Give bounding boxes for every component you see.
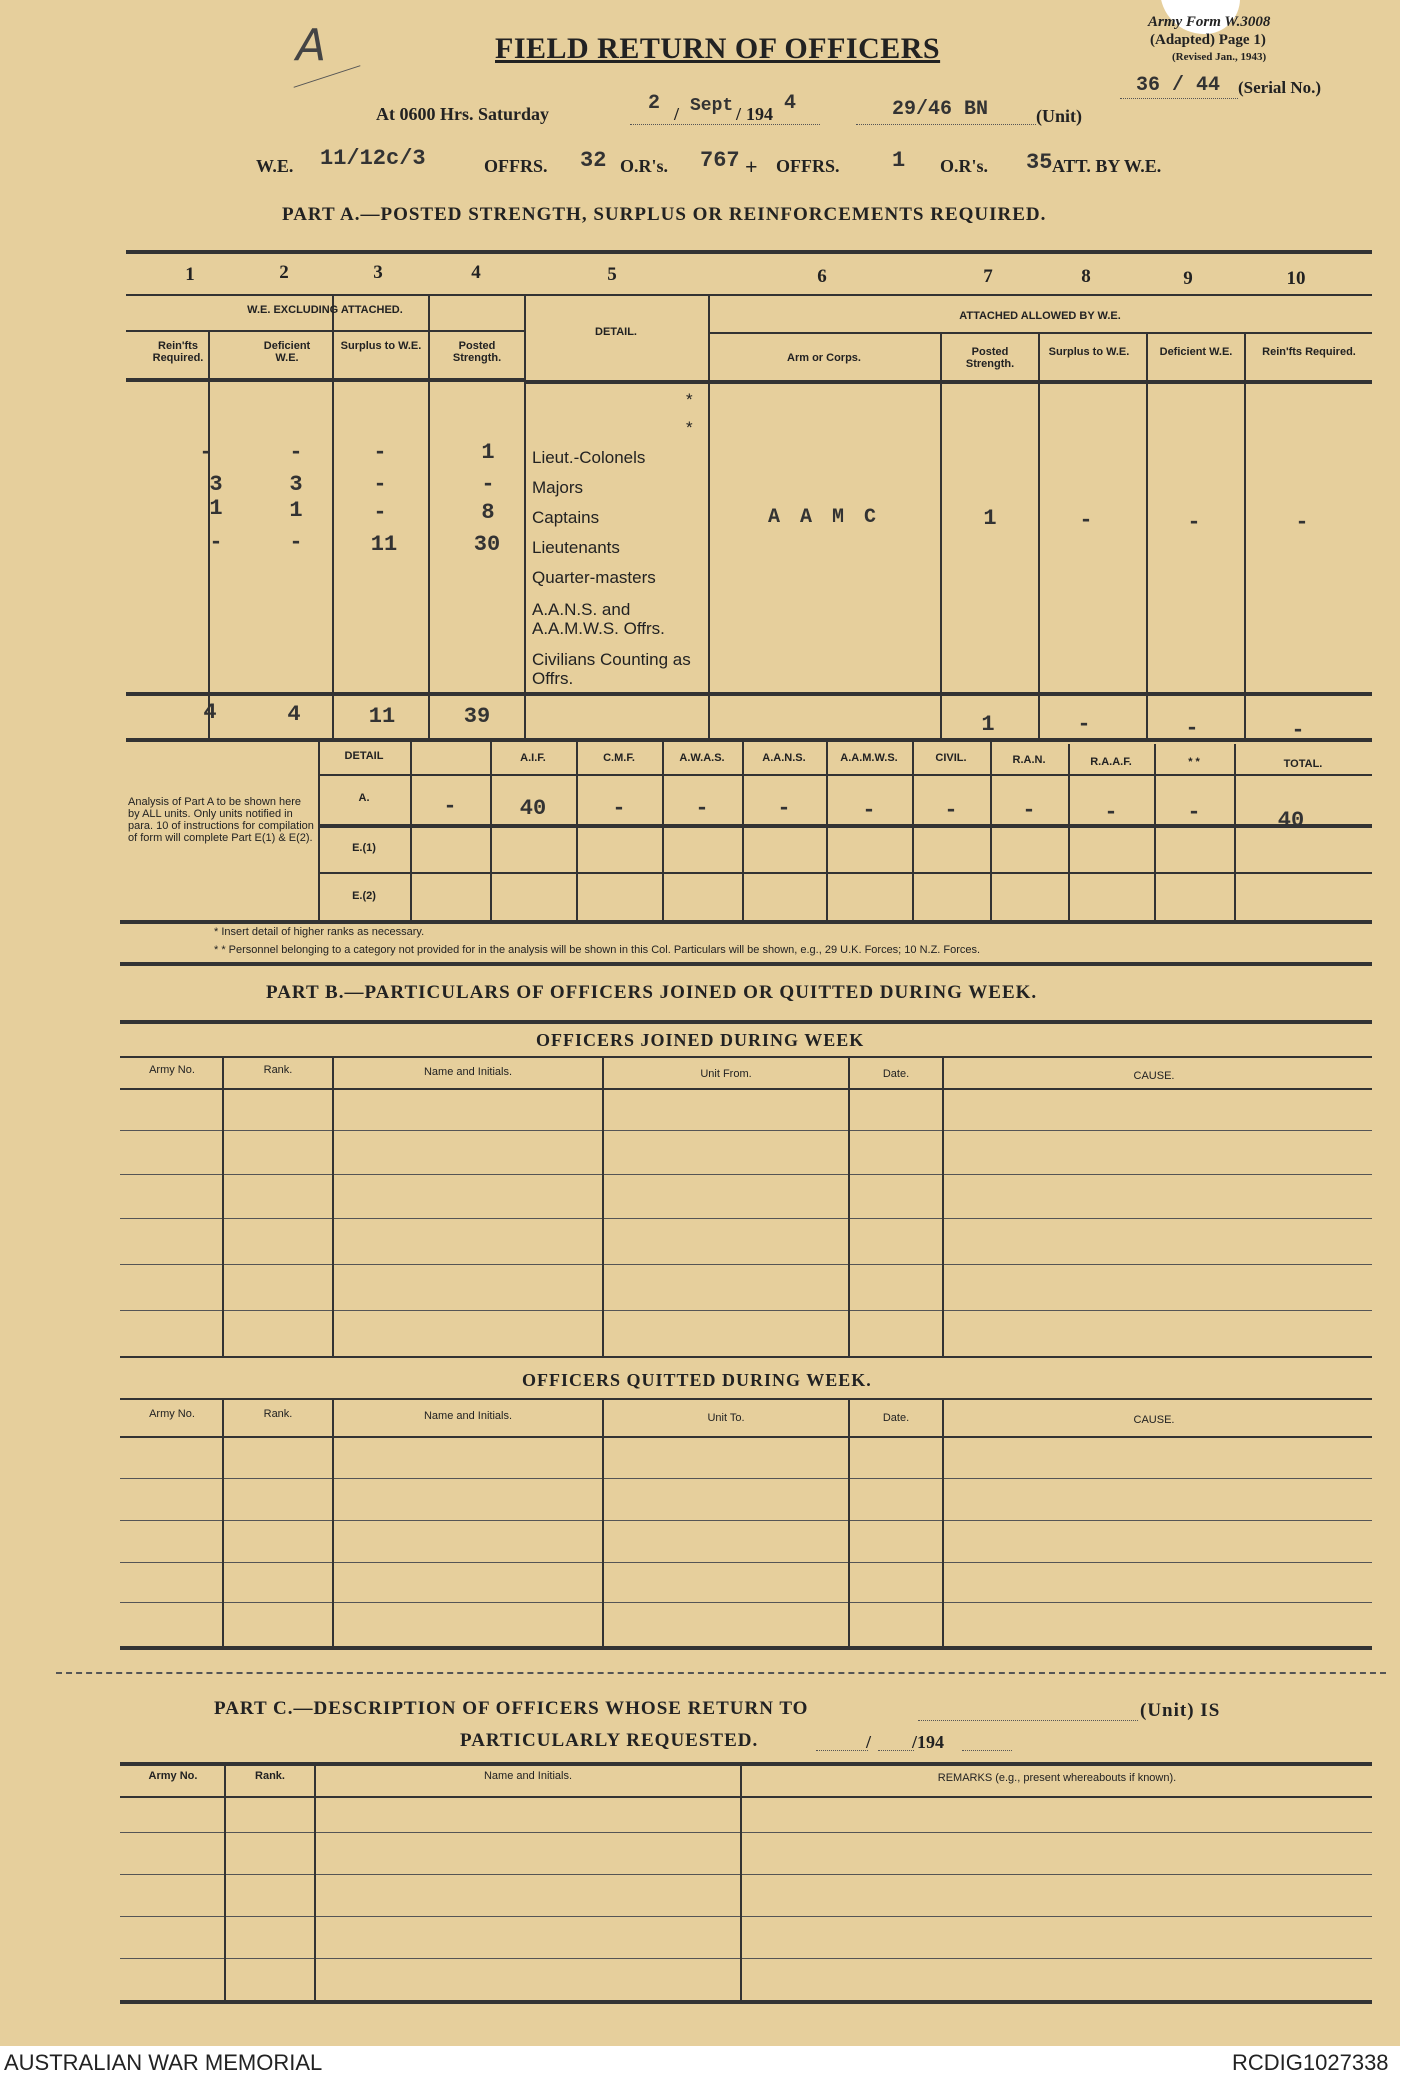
col-number-10: 10: [1286, 268, 1306, 289]
total-att-posted: 1: [981, 712, 995, 737]
analysis-hdr-awas: A.W.A.S.: [679, 752, 725, 764]
quitted-hdr-unit-to: Unit To.: [707, 1412, 745, 1424]
hdr-arm-or-corps: Arm or Corps.: [787, 352, 861, 364]
col-number-1: 1: [185, 264, 195, 285]
analysis-hdr-civil: CIVIL.: [935, 752, 967, 764]
part-c-unit-label: (Unit) IS: [1140, 1700, 1221, 1721]
joined-hdr-name: Name and Initials.: [423, 1066, 513, 1078]
perforation-line: [56, 1672, 1386, 1674]
cell-r2-surplus: -: [373, 472, 387, 497]
cell-r3-surplus: -: [373, 500, 387, 525]
part-c-unit-dotted-line: [918, 1720, 1138, 1721]
offrs-att-value: 1: [892, 148, 906, 173]
analysis-a-ran: -: [1022, 798, 1036, 823]
ors-value: 767: [700, 148, 740, 173]
at-hours-label: At 0600 Hrs. Saturday: [376, 104, 550, 124]
col-number-3: 3: [373, 262, 383, 283]
joined-hdr-date: Date.: [882, 1068, 910, 1080]
rank-majors: Majors: [532, 478, 584, 497]
analysis-a-aamws: -: [862, 798, 876, 823]
total-deficient: 4: [287, 702, 301, 727]
attached-posted: 1: [983, 506, 997, 531]
ors-label: O.R's.: [620, 156, 669, 176]
cell-r4-surplus: 11: [370, 532, 398, 557]
attached-surplus: -: [1079, 508, 1093, 533]
we-value: 11/12c/3: [320, 146, 426, 171]
ors-att-label: O.R's.: [940, 156, 989, 176]
cell-r4-posted: 30: [473, 532, 501, 557]
hdr-posted-strength: Posted Strength.: [452, 340, 502, 364]
part-c-date-year: /194: [912, 1732, 945, 1752]
cell-r3-deficient: 1: [289, 498, 303, 523]
total-att-deficient: -: [1185, 716, 1199, 741]
form-sheet: A FIELD RETURN OF OFFICERS Army Form W.3008 (Adapted) Page 1) (Revised Jan., 1943) 36 / 44 (Serial No.) At 0600 Hrs. Saturday 2 / Sept / 194 4 29/46 BN (Unit) W.E. 11/12c/3 OFFRS. 32 O.R's. 767 + OFFRS. 1 O.R's. 35 ATT. BY W.E. PART A.—POSTED STRENGTH, SURPLUS OR REINFORCEMENTS REQUIRED. 1 2 3 4 5 6 7 8 9 10 W.E. EXCLUDING ATTACHED. DETAIL. ATTACHED ALLOWED BY W.E. Rein'fts Required. Deficient W.E. Surplus to W.E. Posted Strength. Arm or Corps. Posted Strength. Surplus to W.E. Deficient W.E. Rein'fts Required. * * Lieut.-Colonels Majors Captains Lieutenants Quarter-masters A.A.N.S. and A.A.M.W.S. Offrs. Civilians Counting as Offrs. - - - 1 3 3 - - 1 1 - 8 - - 11 30 A A M C 1 - - - 4 4 11 39 1 - - - Analysis of Part A to be shown here by ALL units. Only units notified in para. 10 of instructions for compilation of form will complete Part E(1) & E(2). DETAIL A.I.F. C.M.F. A.W.A.S. A.A.N.S. A.A.M.W.S. CIVIL. R.A.N. R.A.A.F. * * TOTAL. A. E.(1) E.(2) - 40 - - - - - - - - 40 * Insert detail of higher ranks as necessary. * * Personnel belonging to a category not provided for in the analysis will be shown in this Col. Particulars will be shown, e.g., 29 U.K. Forces; 10 N.Z. Forces. PART B.—PARTICULARS OF OFFICERS JOINED OR QUITTED DURING WEEK. OFFICERS JOINED DURING WEEK Army No. Rank. Name and Initials. Unit From. Date. CAUSE. OFFICERS QUITTED DURING WEEK. Army No. Rank. Name and Initials. Unit To. Date. CAUSE. PART C.—DESCRIPTION OF OFFICERS WHOSE RETURN TO (Unit) IS PARTICULARLY REQUESTED. / /194 Army No. Rank. Name and Initials. REMARKS (e.g., present whereabouts if known).: [0, 0, 1400, 2046]
joined-hdr-army-no: Army No.: [149, 1064, 195, 1076]
analysis-a-civil: -: [944, 798, 958, 823]
cell-r2-posted: -: [481, 472, 495, 497]
attached-reinfts: -: [1295, 510, 1309, 535]
analysis-a-cmf: -: [612, 796, 626, 821]
unit-value: 29/46 BN: [892, 98, 989, 121]
offrs-att-label: OFFRS.: [776, 156, 840, 176]
ors-plus: +: [745, 154, 758, 179]
hdr-surplus-we: Surplus to W.E.: [340, 340, 422, 352]
part-c-title-line2: PARTICULARLY REQUESTED.: [460, 1730, 759, 1751]
hdr-att-reinfts-required: Rein'fts Required.: [1262, 346, 1356, 358]
col-number-7: 7: [983, 266, 993, 287]
analysis-row-e2-label: E.(2): [352, 890, 376, 902]
footnote-other-category: * * Personnel belonging to a category not provided for in the analysis will be shown in this Col. Particulars will be shown, e.g., 29 U.K. Forces; 10 N.Z. Forces.: [214, 944, 981, 956]
serial-value: 36 / 44: [1136, 74, 1221, 97]
footer-record-id: RCDIG1027338: [1232, 2050, 1389, 2075]
part-a-top-rule: [126, 250, 1372, 254]
offrs-value: 32: [580, 148, 607, 173]
hdr-deficient-we: Deficient W.E.: [263, 340, 311, 364]
analysis-hdr-aif: A.I.F.: [520, 752, 546, 764]
col-number-8: 8: [1081, 266, 1091, 287]
army-form-revised: (Revised Jan., 1943): [1172, 51, 1267, 63]
analysis-row-a-label: A.: [358, 792, 370, 804]
analysis-hdr-total: TOTAL.: [1283, 758, 1323, 770]
analysis-detail-header: DETAIL: [344, 750, 384, 762]
cell-r3-reinfts: 1: [209, 496, 223, 521]
analysis-a-total: 40: [1277, 808, 1305, 833]
quitted-hdr-date: Date.: [882, 1412, 910, 1424]
ors-att-value: 35: [1026, 150, 1053, 175]
cell-r1-deficient: -: [289, 440, 303, 465]
serial-label: (Serial No.): [1238, 78, 1322, 97]
col-number-6: 6: [817, 266, 827, 287]
col-number-9: 9: [1183, 268, 1193, 289]
cell-r1-posted: 1: [481, 440, 495, 465]
quitted-hdr-cause: CAUSE.: [1133, 1414, 1175, 1426]
attached-allowed-header: ATTACHED ALLOWED BY W.E.: [959, 310, 1121, 322]
total-att-surplus: -: [1077, 712, 1091, 737]
analysis-hdr-cmf: C.M.F.: [603, 752, 635, 764]
analysis-hdr-aamws: A.A.M.W.S.: [840, 752, 898, 764]
rank-lieutenants: Lieutenants: [532, 538, 620, 557]
joined-hdr-cause: CAUSE.: [1133, 1070, 1175, 1082]
analysis-hdr-ran: R.A.N.: [1012, 754, 1046, 766]
analysis-a-blank: -: [443, 794, 457, 819]
hdr-reinfts-required: Rein'fts Required.: [152, 340, 204, 364]
detail-header: DETAIL.: [595, 326, 637, 338]
part-c-hdr-name: Name and Initials.: [483, 1770, 573, 1782]
rank-lieut-colonels: Lieut.-Colonels: [532, 448, 646, 467]
cell-r4-deficient: -: [289, 530, 303, 555]
analysis-hdr-other: * *: [1188, 756, 1200, 768]
army-form-number: Army Form W.3008: [1148, 14, 1271, 30]
rank-star-2: *: [686, 418, 693, 437]
analysis-a-aans: -: [777, 796, 791, 821]
analysis-a-other: -: [1187, 800, 1201, 825]
total-reinfts: 4: [203, 700, 217, 725]
col-number-4: 4: [471, 262, 481, 283]
cell-r2-reinfts: 3: [209, 472, 223, 497]
analysis-a-raaf: -: [1104, 800, 1118, 825]
we-excluding-header: W.E. EXCLUDING ATTACHED.: [247, 304, 403, 316]
cell-r4-reinfts: -: [209, 530, 223, 555]
joined-hdr-unit-from: Unit From.: [700, 1068, 752, 1080]
unit-dotted-line: [856, 124, 1036, 125]
handwritten-mark: A: [296, 20, 327, 71]
rank-civilians: Civilians Counting as Offrs.: [532, 650, 691, 688]
total-att-reinfts: -: [1291, 718, 1305, 743]
we-label: W.E.: [256, 156, 294, 176]
form-title: FIELD RETURN OF OFFICERS: [495, 32, 941, 65]
army-form-adapted: (Adapted) Page 1): [1150, 32, 1266, 48]
rank-star-1: *: [686, 390, 693, 409]
date-year-digit: 4: [784, 92, 797, 115]
analysis-note: Analysis of Part A to be shown here by ALL units. Only units notified in para. 10 of instructions for compilation of form will complete Part E(1) & E(2).: [128, 796, 314, 844]
part-c-hdr-army-no: Army No.: [148, 1770, 198, 1782]
col-number-2: 2: [279, 262, 289, 283]
date-year-prefix: 194: [746, 104, 773, 124]
date-month: Sept: [690, 96, 734, 116]
attached-arm-corps: A A M C: [767, 506, 880, 529]
footer-source: AUSTRALIAN WAR MEMORIAL: [4, 2050, 323, 2075]
unit-label: (Unit): [1036, 106, 1082, 126]
analysis-a-aif: 40: [519, 796, 547, 821]
analysis-hdr-raaf: R.A.A.F.: [1090, 756, 1132, 768]
col-number-5: 5: [607, 264, 617, 285]
rank-aans-aamws: A.A.N.S. and A.A.M.W.S. Offrs.: [532, 600, 665, 638]
part-c-hdr-remarks: REMARKS (e.g., present whereabouts if known).: [937, 1772, 1177, 1784]
hdr-att-deficient-we: Deficient W.E.: [1159, 346, 1233, 358]
part-c-hdr-rank: Rank.: [255, 1770, 285, 1782]
quitted-title: OFFICERS QUITTED DURING WEEK.: [522, 1370, 872, 1390]
cell-r3-posted: 8: [481, 500, 495, 525]
part-b-title: PART B.—PARTICULARS OF OFFICERS JOINED OR QUITTED DURING WEEK.: [266, 982, 1038, 1003]
hdr-att-posted-strength: Posted Strength.: [965, 346, 1015, 370]
quitted-hdr-army-no: Army No.: [149, 1408, 195, 1420]
part-c-title: PART C.—DESCRIPTION OF OFFICERS WHOSE RETURN TO: [214, 1698, 809, 1719]
cell-r1-reinfts: -: [199, 440, 213, 465]
hdr-att-surplus-we: Surplus to W.E.: [1048, 346, 1130, 358]
analysis-a-awas: -: [695, 796, 709, 821]
joined-hdr-rank: Rank.: [263, 1064, 293, 1076]
offrs-label: OFFRS.: [484, 156, 548, 176]
analysis-hdr-aans: A.A.N.S.: [762, 752, 806, 764]
total-surplus: 11: [368, 704, 396, 729]
part-a-title: PART A.—POSTED STRENGTH, SURPLUS OR REINFORCEMENTS REQUIRED.: [282, 204, 1047, 225]
attached-deficient: -: [1187, 510, 1201, 535]
total-posted: 39: [463, 704, 491, 729]
analysis-row-e1-label: E.(1): [352, 842, 376, 854]
att-label: ATT. BY W.E.: [1052, 156, 1162, 176]
joined-title: OFFICERS JOINED DURING WEEK: [536, 1030, 865, 1050]
date-dotted-line: [630, 124, 820, 125]
cell-r2-deficient: 3: [289, 472, 303, 497]
quitted-hdr-rank: Rank.: [263, 1408, 293, 1420]
cell-r1-surplus: -: [373, 440, 387, 465]
date-day: 2: [648, 92, 661, 115]
footnote-higher-ranks: * Insert detail of higher ranks as necessary.: [214, 926, 425, 938]
rank-quarter-masters: Quarter-masters: [532, 568, 656, 587]
rank-captains: Captains: [532, 508, 600, 527]
quitted-hdr-name: Name and Initials.: [423, 1410, 513, 1422]
serial-dotted-line: [1120, 98, 1238, 99]
